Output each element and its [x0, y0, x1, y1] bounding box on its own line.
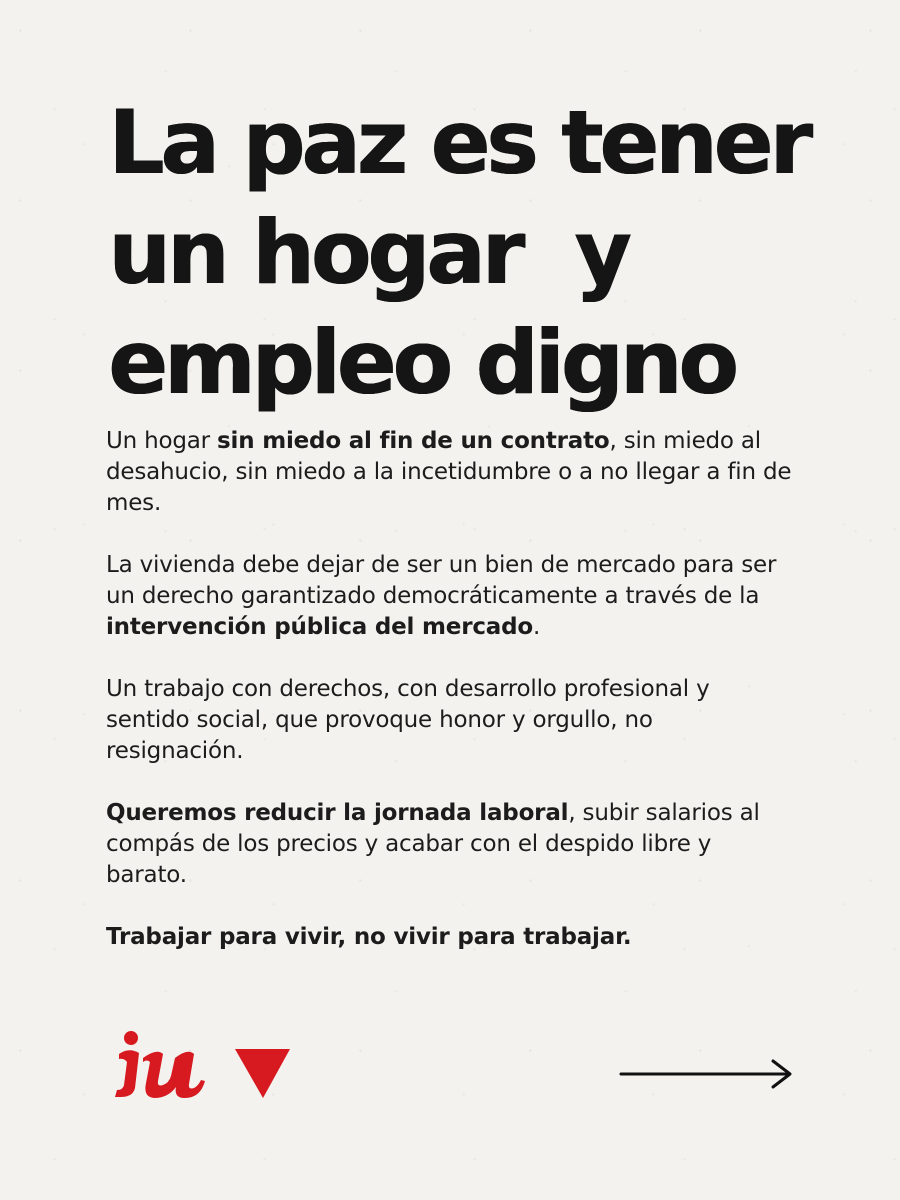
closing-slogan-text: Trabajar para vivir, no vivir para trabajar. [106, 924, 632, 950]
paragraph-housing-end: . [532, 614, 541, 640]
paragraph-home [106, 426, 796, 519]
paragraph-working-hours-emphasis: Queremos reducir la jornada laboral [106, 800, 569, 826]
closing-slogan [106, 922, 796, 953]
paragraph-working-hours [106, 798, 796, 891]
paragraph-housing-start: La vivienda debe dejar de ser un bien de mercado para ser un derecho garantizado democráticamente a través de la [106, 552, 777, 609]
iu-logo-icon [111, 1030, 213, 1102]
page-title [108, 88, 808, 418]
paragraph-working-hours-end: , subir salarios al compás de los precios y acabar con el despido libre y barato. [106, 800, 760, 888]
paragraph-housing-emphasis: intervención pública del mercado [106, 614, 533, 640]
title-line-2: un hogar y [108, 201, 628, 304]
title-line-1: La paz es tener [108, 91, 809, 194]
downward-triangle-icon [233, 1047, 292, 1100]
title-line-3: empleo digno [108, 311, 735, 414]
paragraph-home-start: Un hogar [106, 428, 218, 454]
right-arrow-icon [619, 1057, 794, 1091]
paragraph-home-emphasis: sin miedo al fin de un contrato [217, 428, 610, 454]
paragraph-home-end: , sin miedo al desahucio, sin miedo a la incetidumbre o a no llegar a fin de mes. [106, 428, 792, 516]
paragraph-housing [106, 550, 796, 643]
body-copy [106, 426, 796, 984]
paragraph-work: Un trabajo con derechos, con desarrollo profesional y sentido social, que provoque honor y orgullo, no resignación. [106, 676, 710, 764]
